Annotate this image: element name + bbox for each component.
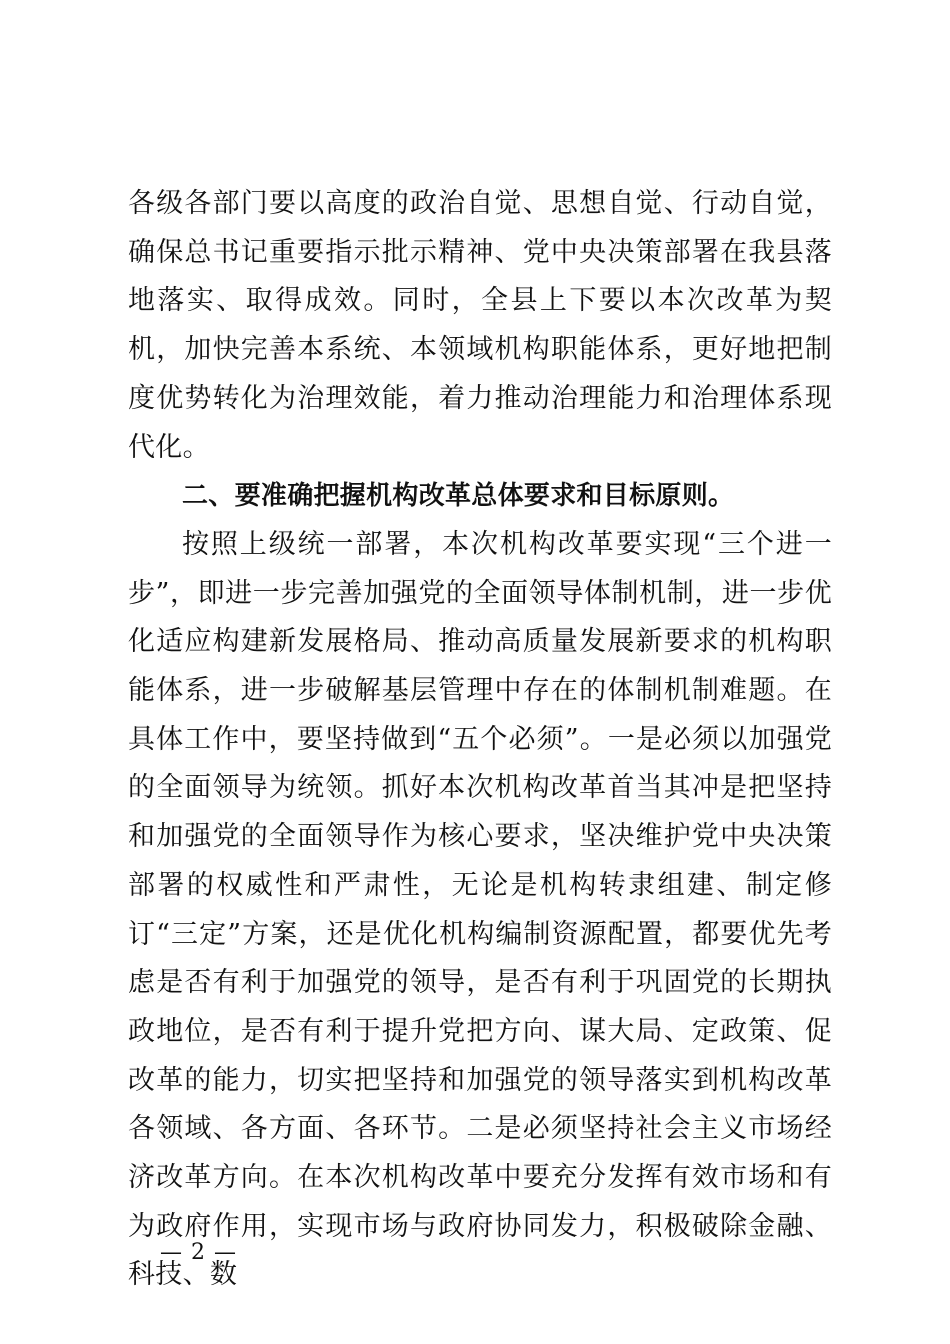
section-heading: 二、要准确把握机构改革总体要求和目标原则。 (182, 481, 735, 512)
paragraph-intro: 各级各部门要以高度的政治自觉、思想自觉、行动自觉，确保总书记重要指示批示精神、党中央决策部署在我县落地落实、取得成效。同时，全县上下要以本次改革为契机，加快完善本系统、本领域机构职能体系，更好地把制度优势转化为治理效能，着力推动治理能力和治理体系现代化。 (128, 188, 832, 463)
document-body (128, 180, 832, 1300)
page-number: — 2 — (160, 1240, 237, 1265)
paragraph-main: 按照上级统一部署，本次机构改革要实现“三个进一步”，即进一步完善加强党的全面领导体制机制，进一步优化适应构建新发展格局、推动高质量发展新要求的机构职能体系，进一步破解基层管理中存在的体制机制难题。在具体工作中，要坚持做到“五个必须”。一是必须以加强党的全面领导为统领。抓好本次机构改革首当其冲是把坚持和加强党的全面领导作为核心要求，坚决维护党中央决策部署的权威性和严肃性，无论是机构转隶组建、制定修订“三定”方案，还是优化机构编制资源配置，都要优先考虑是否有利于加强党的领导，是否有利于巩固党的长期执政地位，是否有利于提升党把方向、谋大局、定政策、促改革的能力，切实把坚持和加强党的领导落实到机构改革各领域、各方面、各环节。二是必须坚持社会主义市场经济改革方向。在本次机构改革中要充分发挥有效市场和有为政府作用，实现市场与政府协同发力，积极破除金融、科技、数 (128, 528, 832, 1291)
